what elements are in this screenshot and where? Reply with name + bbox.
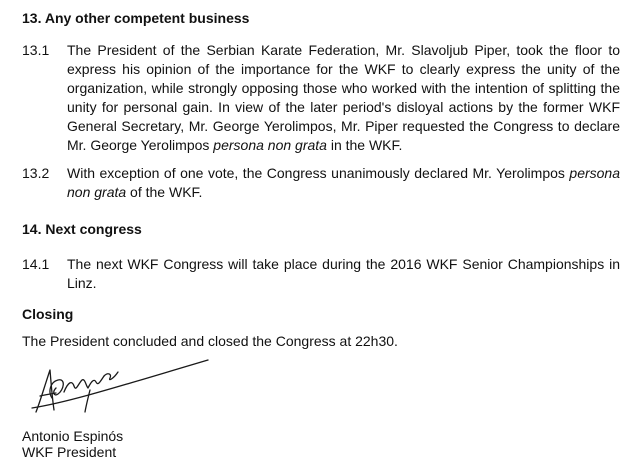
item-text: The next WKF Congress will take place during the 2016 WKF Senior Championships in Linz. <box>67 256 620 291</box>
item-number: 14.1 <box>22 256 50 272</box>
section-13-heading: 13. Any other competent business <box>22 10 250 26</box>
item-text: The President of the Serbian Karate Federation, Mr. Slavoljub Piper, took the floor to express his opinion of the importance for the WKF to clearly express the unity of the organization, while strongly opposing those who worked with the intention of splitting the unity for personal gain. In view of the later period's disloyal actions by the former WKF General Secretary, Mr. George Yerolimpos, Mr. Piper requested the Congress to declare Mr. George Yerolimpos persona non grata in the WKF. <box>67 42 620 153</box>
item-number: 13.1 <box>22 42 50 58</box>
item-text: With exception of one vote, the Congress unanimously declared Mr. Yerolimpos persona non grata of the WKF. <box>67 165 620 200</box>
item-number: 13.2 <box>22 165 50 181</box>
handwritten-signature <box>30 352 210 418</box>
closing-heading: Closing <box>22 306 74 322</box>
closing-text: The President concluded and closed the Congress at 22h30. <box>22 333 398 349</box>
signatory-title: WKF President <box>22 444 117 460</box>
signatory-name: Antonio Espinós <box>22 428 124 444</box>
section-14-heading: 14. Next congress <box>22 221 142 237</box>
